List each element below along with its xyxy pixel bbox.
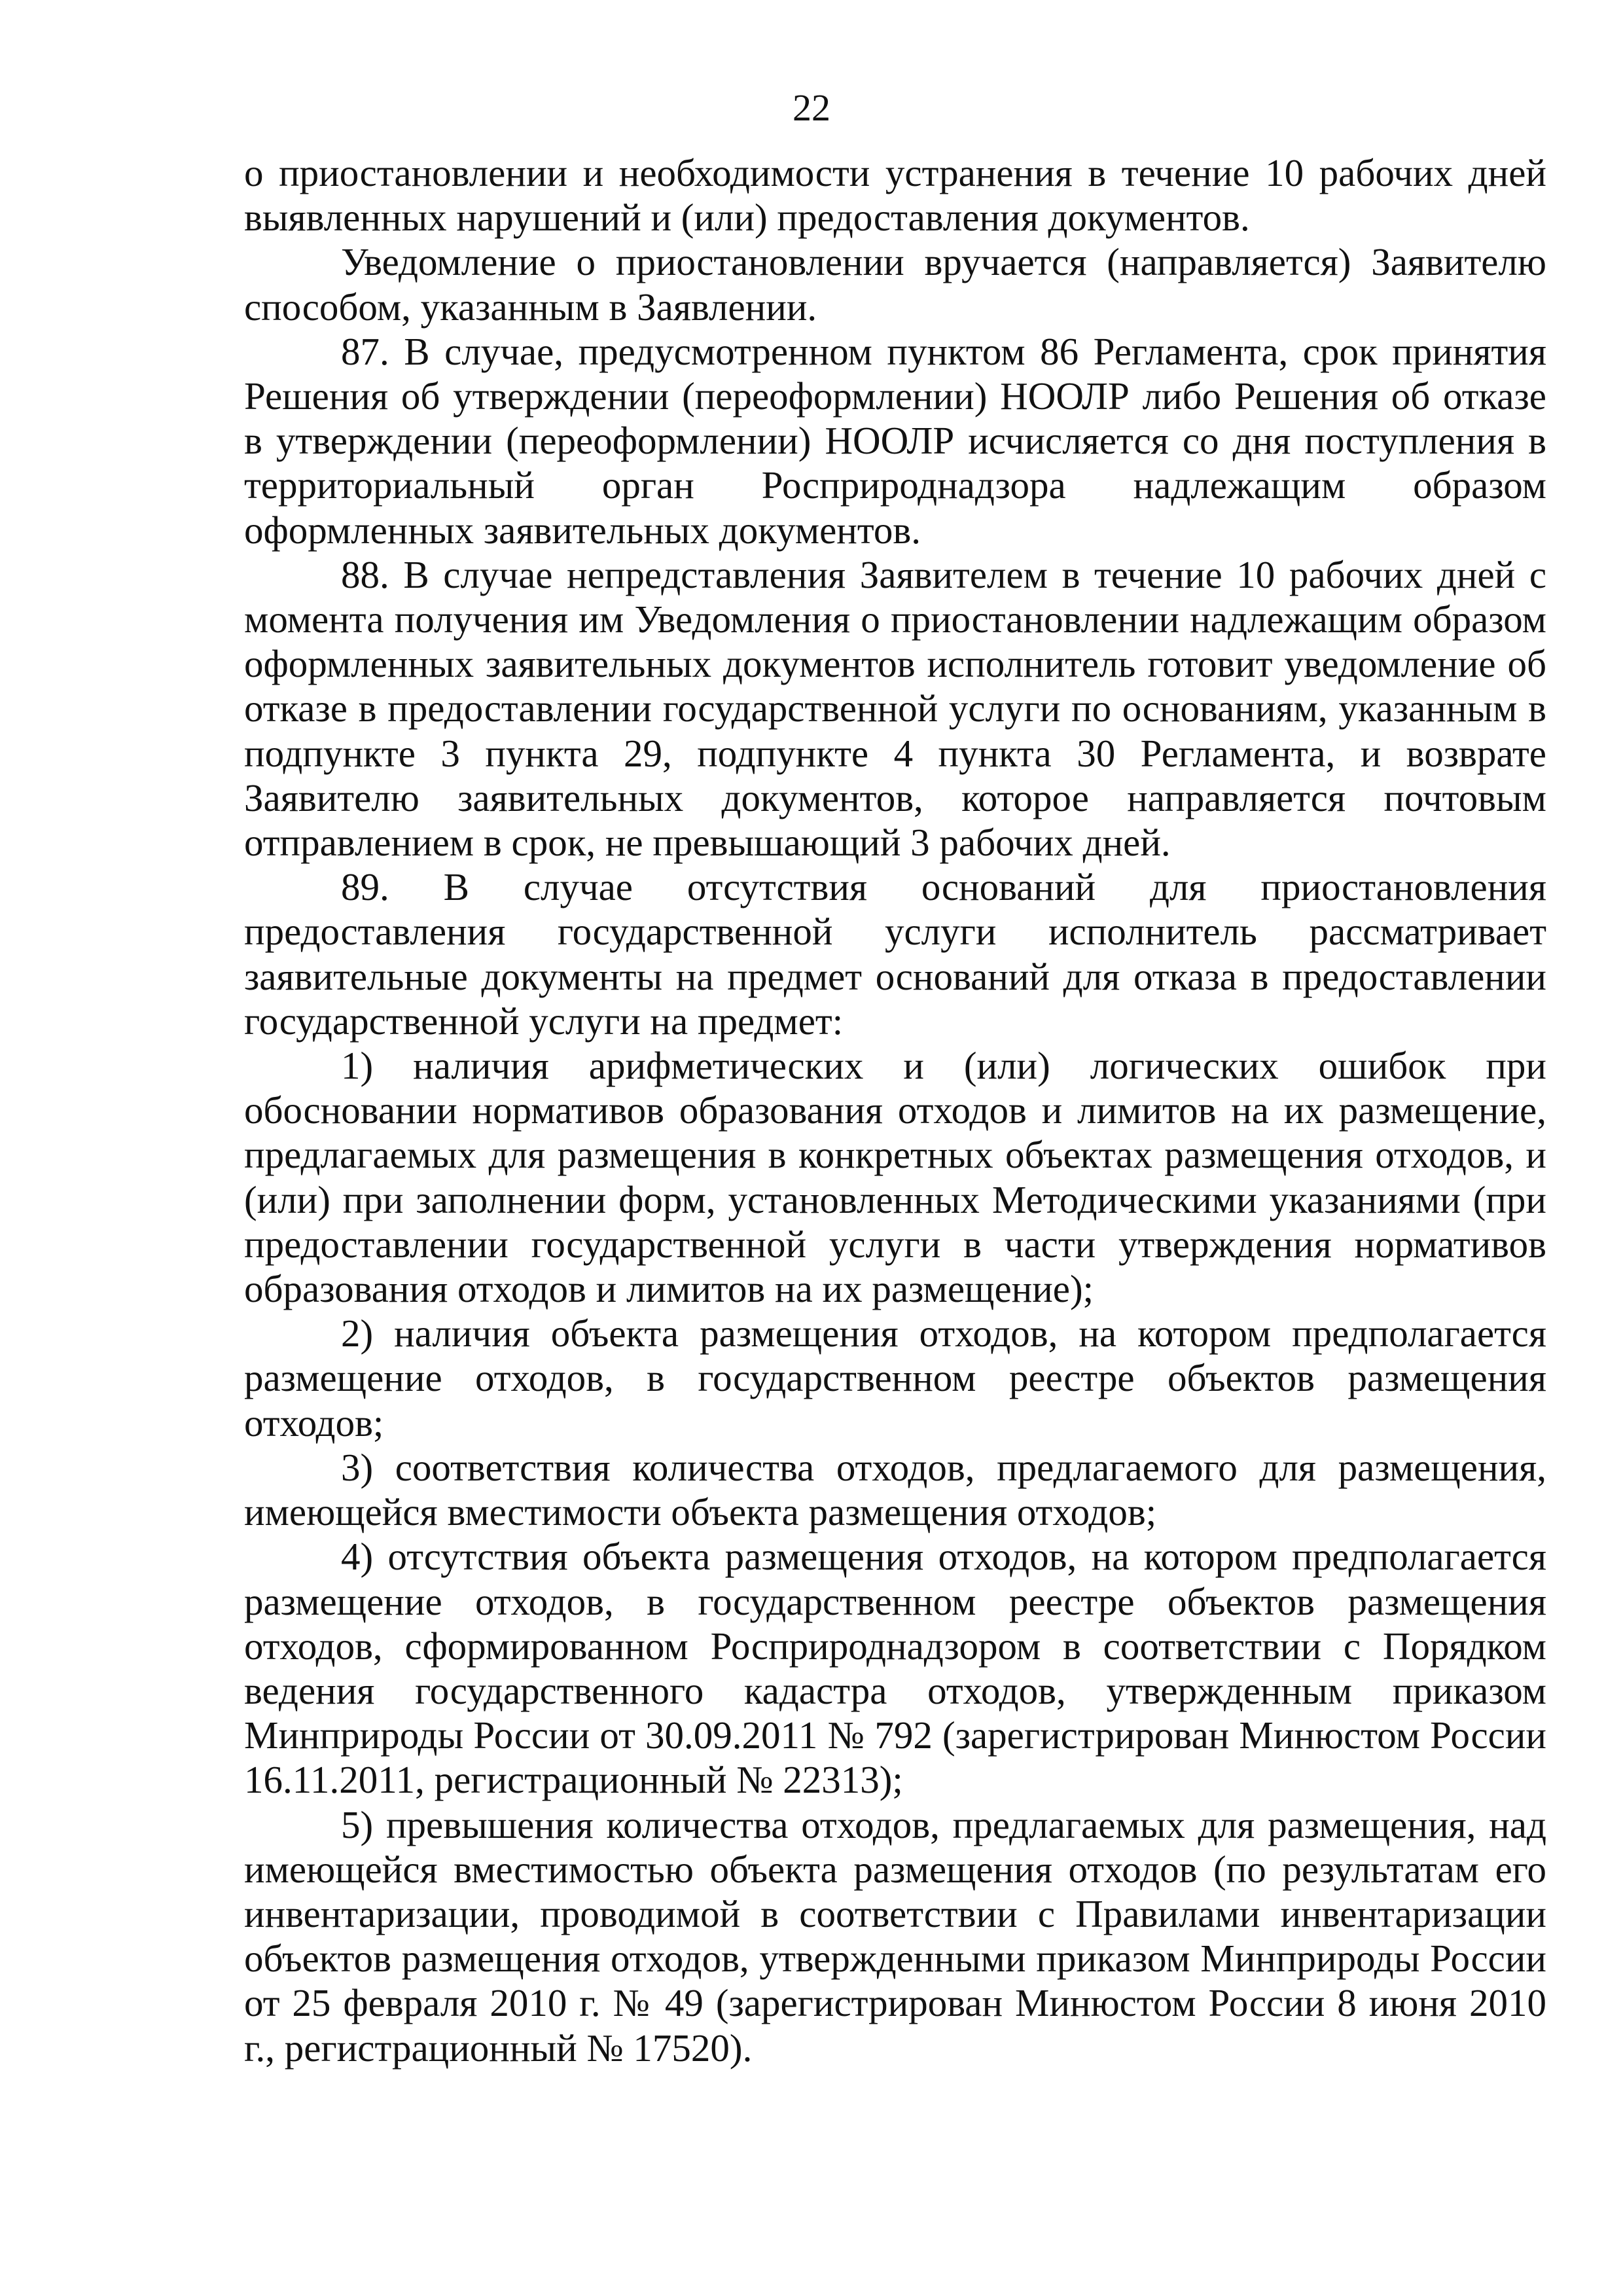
list-item-1: 1) наличия арифметических и (или) логических ошибок при обосновании нормативов образования отходов и лимитов на их размещение, предлагаемых для размещения в конкретных объектах размещения отходов, и (или) при заполнении форм, установленных Методическими указаниями (при предоставлении государственной услуги в части утверждения нормативов образования отходов и лимитов на их размещение); xyxy=(244,1044,1546,1311)
list-item-5: 5) превышения количества отходов, предлагаемых для размещения, над имеющейся вместимостью объекта размещения отходов (по результатам его инвентаризации, проводимой в соответствии с Правилами инвентаризации объектов размещения отходов, утвержденными приказом Минприроды России от 25 февраля 2010 г. № 49 (зарегистрирован Минюстом России 8 июня 2010 г., регистрационный № 17520). xyxy=(244,1803,1546,2070)
list-item-3: 3) соответствия количества отходов, предлагаемого для размещения, имеющейся вместимости объекта размещения отходов; xyxy=(244,1445,1546,1534)
paragraph-notification: Уведомление о приостановлении вручается (направляется) Заявителю способом, указанным в Заявлении. xyxy=(244,240,1546,329)
paragraph-continuation: о приостановлении и необходимости устранения в течение 10 рабочих дней выявленных нарушений и (или) предоставления документов. xyxy=(244,151,1546,240)
list-item-4: 4) отсутствия объекта размещения отходов, на котором предполагается размещение отходов, в государственном реестре объектов размещения отходов, сформированном Росприроднадзором в соответствии с Порядком ведения государственного кадастра отходов, утвержденным приказом Минприроды России от 30.09.2011 № 792 (зарегистрирован Минюстом России 16.11.2011, регистрационный № 22313); xyxy=(244,1535,1546,1802)
list-item-2: 2) наличия объекта размещения отходов, на котором предполагается размещение отходов, в государственном реестре объектов размещения отходов; xyxy=(244,1312,1546,1444)
paragraph-89: 89. В случае отсутствия оснований для приостановления предоставления государственной услуги исполнитель рассматривает заявительные документы на предмет оснований для отказа в предоставлении государственной услуги на предмет: xyxy=(244,865,1546,1043)
paragraph-87: 87. В случае, предусмотренном пунктом 86 Регламента, срок принятия Решения об утверждении (переоформлении) НООЛР либо Решения об отказе в утверждении (переоформлении) НООЛР исчисляется со дня поступления в территориальный орган Росприроднадзора надлежащим образом оформленных заявительных документов. xyxy=(244,329,1546,552)
paragraph-88: 88. В случае непредставления Заявителем в течение 10 рабочих дней с момента получения им Уведомления о приостановлении надлежащим образом оформленных заявительных документов исполнитель готовит уведомление об отказе в предоставлении государственной услуги по основаниям, указанным в подпункте 3 пункта 29, подпункте 4 пункта 30 Регламента, и возврате Заявителю заявительных документов, которое направляется почтовым отправлением в срок, не превышающий 3 рабочих дней. xyxy=(244,552,1546,865)
page-number: 22 xyxy=(793,86,830,129)
document-body xyxy=(244,151,1546,2070)
